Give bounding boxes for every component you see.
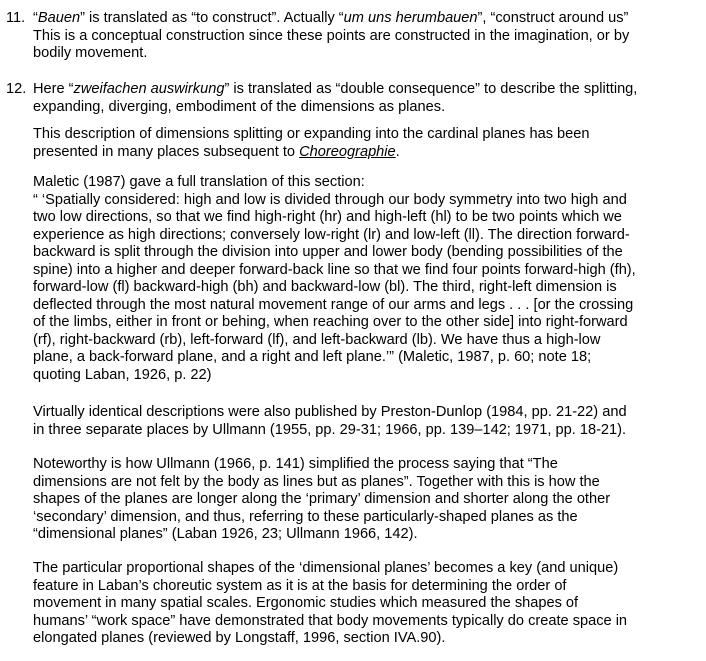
text-segment: This description of dimensions splitting or expanding into the cardinal planes has been bbox=[33, 126, 590, 142]
text-line bbox=[33, 491, 705, 509]
text-line bbox=[33, 297, 705, 315]
italic-text: Choreographie bbox=[299, 143, 396, 160]
text-line bbox=[33, 227, 705, 245]
italic-text: zweifachen auswirkung bbox=[73, 81, 225, 97]
text-line bbox=[33, 349, 705, 367]
text-line bbox=[33, 595, 705, 613]
text-segment: . bbox=[395, 143, 400, 160]
paragraph bbox=[33, 456, 705, 544]
paragraph bbox=[33, 404, 705, 439]
text-line bbox=[33, 613, 705, 631]
text-line bbox=[33, 578, 705, 596]
text-line bbox=[33, 456, 705, 474]
text-segment: deflected through the most natural movement range of our arms and legs . . . [or the crossing bbox=[33, 296, 634, 313]
text-line bbox=[33, 10, 705, 28]
text-line bbox=[33, 144, 705, 162]
text-line bbox=[33, 314, 705, 332]
paragraph bbox=[33, 81, 705, 116]
text-segment: ” is translated as “to construct”. Actually “ bbox=[80, 10, 344, 26]
text-segment: two low directions, so that we find high-right (hr) and high-left (hl) to be two points which we bbox=[33, 209, 622, 225]
text-segment: Here “ bbox=[33, 81, 74, 97]
text-segment: “dimensional planes” (Laban 1926, 23; Ullmann 1966, 142). bbox=[33, 526, 418, 542]
text-segment: dimensions are not felt by the body as lines but as planes”. Together with this is how the bbox=[33, 473, 600, 490]
italic-text: um uns herumbauen bbox=[343, 10, 478, 26]
text-segment: Noteworthy is how Ullmann (1966, p. 141) simplified the process saying that “The bbox=[33, 456, 558, 472]
text-line bbox=[33, 560, 705, 578]
text-segment: humans’ “work space” have demonstrated that body movements typically do create space in bbox=[33, 612, 628, 629]
text-segment: bodily movement. bbox=[33, 45, 148, 61]
text-segment: quoting Laban, 1926, p. 22) bbox=[33, 366, 212, 383]
text-line bbox=[33, 174, 705, 192]
text-segment: of the limbs, either in front or behing, when reaching over to the other side] into right-forward bbox=[33, 314, 628, 330]
text-line bbox=[33, 404, 705, 422]
text-line bbox=[33, 81, 705, 99]
paragraph bbox=[33, 560, 705, 648]
footnote-number: 12. bbox=[6, 81, 27, 97]
text-segment: spine) into a higher and deeper forward-back line so that we find four points forward-high (fh), bbox=[33, 261, 636, 278]
text-line bbox=[33, 332, 705, 350]
text-line bbox=[33, 630, 705, 648]
text-line bbox=[33, 244, 705, 262]
text-line bbox=[33, 422, 705, 440]
text-segment: ”, “construct around us” bbox=[477, 10, 629, 26]
text-segment: feature in Laban’s choreutic system as it is at the basis for determining the order of bbox=[33, 577, 567, 594]
paragraph bbox=[33, 10, 705, 63]
text-segment: backward is split through the division into upper and lower body (bending possibilities of the bbox=[33, 244, 623, 260]
text-segment: shapes of the planes are longer along the ‘primary’ dimension and shorter along the other bbox=[33, 491, 611, 507]
text-segment: elongated planes (reviewed by Longstaff, 1996, section IVA.90). bbox=[33, 630, 446, 646]
text-segment: experience as high directions; conversely low-right (lr) and low-left (ll). The direction forward- bbox=[33, 226, 630, 243]
text-line bbox=[33, 509, 705, 527]
italic-text: Bauen bbox=[37, 10, 81, 26]
text-segment: ‘secondary’ dimension, and thus, referring to these particularly-shaped planes as the bbox=[33, 508, 578, 525]
text-segment: “ ‘Spatially considered: high and low is divided through our body symmetry into two high and bbox=[33, 191, 627, 208]
text-line bbox=[33, 126, 705, 144]
paragraph bbox=[33, 126, 705, 161]
text-segment: expanding, diverging, embodiment of the dimensions as planes. bbox=[33, 98, 446, 115]
text-line bbox=[33, 474, 705, 492]
text-segment: The particular proportional shapes of the ‘dimensional planes’ becomes a key (and unique) bbox=[33, 560, 619, 576]
footnote-number: 11. bbox=[6, 10, 26, 26]
text-segment: Maletic (1987) gave a full translation of this section: bbox=[33, 174, 365, 190]
text-line bbox=[33, 99, 705, 117]
text-segment: (rf), right-backward (rb), left-forward (lf), and left-backward (lb). We have thus a high-low bbox=[33, 331, 601, 348]
text-segment: Virtually identical descriptions were also published by Preston-Dunlop (1984, pp. 21-22) and bbox=[33, 404, 627, 420]
text-segment: presented in many places subsequent to bbox=[33, 143, 300, 160]
text-line bbox=[33, 192, 705, 210]
text-line bbox=[33, 28, 705, 46]
text-segment: in three separate places by Ullmann (1955, pp. 29-31; 1966, pp. 139–142; 1971, pp. 18-21). bbox=[33, 421, 627, 438]
text-segment: “ bbox=[33, 10, 38, 26]
text-segment: forward-low (fl) backward-high (bh) and backward-low (bl). The third, right-left dimension is bbox=[33, 279, 617, 295]
text-line bbox=[33, 209, 705, 227]
paragraph bbox=[33, 174, 705, 384]
text-segment: This is a conceptual construction since these points are constructed in the imagination, or by bbox=[33, 27, 630, 44]
text-line bbox=[33, 367, 705, 385]
text-segment: plane, a back-forward plane, and a right and left plane.’” (Maletic, 1987, p. 60; note 18; bbox=[33, 349, 592, 365]
text-line bbox=[33, 45, 705, 63]
text-segment: ” is translated as “double consequence” to describe the splitting, bbox=[224, 81, 638, 97]
text-line bbox=[33, 262, 705, 280]
text-line bbox=[33, 279, 705, 297]
text-line bbox=[33, 526, 705, 544]
text-segment: movement in many spatial scales. Ergonomic studies which measured the shapes of bbox=[33, 595, 579, 611]
